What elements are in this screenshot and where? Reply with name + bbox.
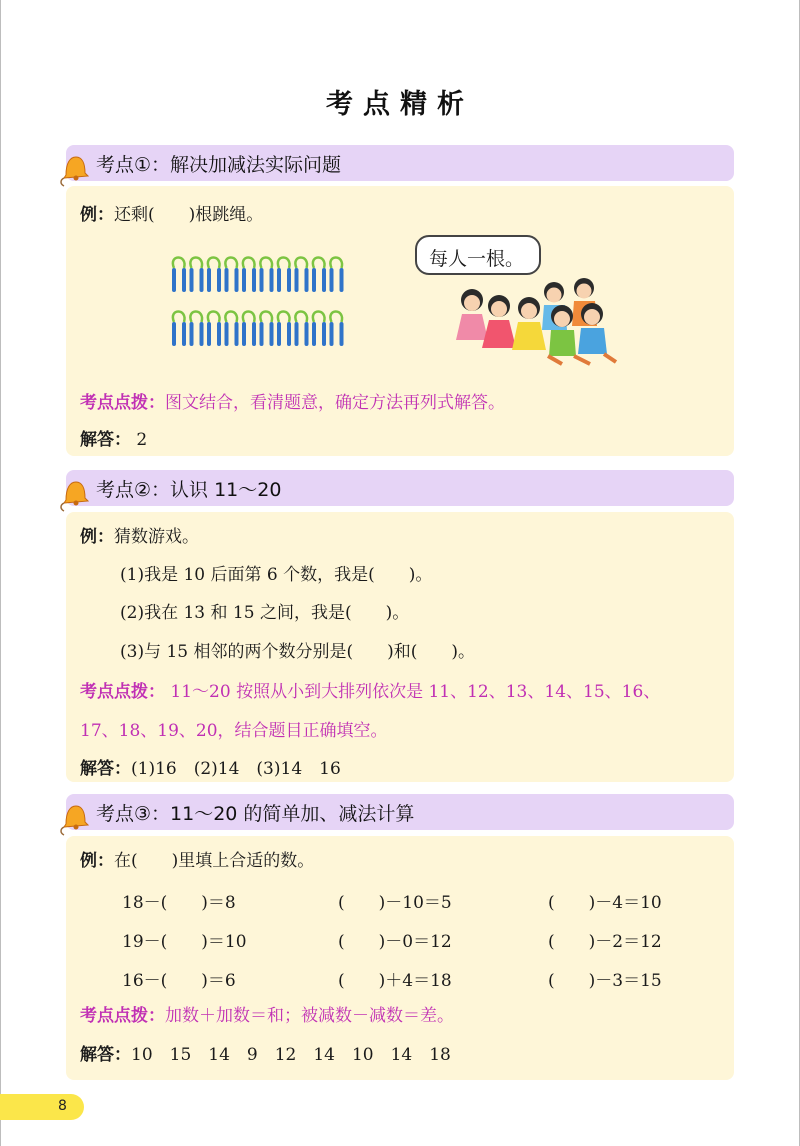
jump-rope-icon xyxy=(260,312,274,347)
example-text: 在( )里填上合适的数。 xyxy=(114,851,315,871)
page-number: 8 xyxy=(58,1098,67,1114)
answer-text: (1)16 (2)14 (3)14 16 xyxy=(131,759,341,779)
tip-text-line-1: 11～20 按照从小到大排列依次是 11、12、13、14、15、16、 xyxy=(170,682,661,702)
equation: ( )－4＝10 xyxy=(548,893,662,913)
example-1 xyxy=(80,204,263,226)
section-1-header xyxy=(66,145,734,181)
jump-rope-icon xyxy=(330,258,344,293)
jump-rope-icon xyxy=(312,258,326,293)
jump-rope-icon xyxy=(277,258,291,293)
example-text: 猜数游戏。 xyxy=(114,527,199,547)
jump-rope-icon xyxy=(172,258,186,293)
speech-bubble xyxy=(415,235,541,275)
children-group-illustration xyxy=(444,278,624,368)
tip-text: 图文结合，看清题意，确定方法再列式解答。 xyxy=(165,393,505,413)
jump-rope-icon xyxy=(225,312,239,347)
jump-rope-icon xyxy=(207,258,221,293)
speech-bubble-text: 每人一根。 xyxy=(429,248,525,270)
equation: ( )＋4＝18 xyxy=(338,971,452,991)
example-2 xyxy=(80,526,199,548)
jump-rope-icon xyxy=(207,312,221,347)
answer-text: 2 xyxy=(136,430,148,450)
equation: 18－( )＝8 xyxy=(122,893,236,913)
example-label: 例： xyxy=(80,205,114,225)
jump-rope-icon xyxy=(242,312,256,347)
tip-label: 考点点拨： xyxy=(80,393,165,413)
equation: ( )－2＝12 xyxy=(548,932,662,952)
bell-icon xyxy=(58,151,92,187)
answer-1 xyxy=(80,429,147,451)
equation: ( )－3＝15 xyxy=(548,971,662,991)
bell-icon xyxy=(58,800,92,836)
equation: 19－( )＝10 xyxy=(122,932,247,952)
answer-2 xyxy=(80,758,341,780)
jump-rope-icon xyxy=(330,312,344,347)
section-3-body xyxy=(66,836,734,1080)
answer-label: 解答： xyxy=(80,759,131,779)
tip-text: 加数＋加数＝和；被减数－减数＝差。 xyxy=(165,1006,454,1026)
jump-rope-icon xyxy=(295,312,309,347)
jump-rope-icon xyxy=(295,258,309,293)
answer-text: 10 15 14 9 12 14 10 14 18 xyxy=(131,1045,451,1065)
bell-icon xyxy=(58,476,92,512)
jump-rope-icon xyxy=(242,258,256,293)
answer-3 xyxy=(80,1044,451,1066)
page-title: 考点精析 xyxy=(326,89,474,120)
jump-rope-icon xyxy=(172,312,186,347)
jump-rope-icon xyxy=(190,258,204,293)
section-1-body xyxy=(66,186,734,456)
example-3 xyxy=(80,850,314,872)
tip-label: 考点点拨： xyxy=(80,682,165,702)
equation: ( )－10＝5 xyxy=(338,893,452,913)
example-label: 例： xyxy=(80,851,114,871)
question-item: (2)我在 13 和 15 之间，我是( )。 xyxy=(120,603,410,623)
tip-2 xyxy=(80,681,660,703)
example-label: 例： xyxy=(80,527,114,547)
jump-rope-icon xyxy=(277,312,291,347)
answer-label: 解答： xyxy=(80,1045,131,1065)
section-2-body xyxy=(66,512,734,782)
equation: 16－( )＝6 xyxy=(122,971,236,991)
section-2-title: 考点②：认识 11～20 xyxy=(96,479,282,501)
jump-rope-icon xyxy=(260,258,274,293)
equation: ( )－0＝12 xyxy=(338,932,452,952)
section-2-header xyxy=(66,470,734,506)
section-1-title: 考点①：解决加减法实际问题 xyxy=(96,154,342,176)
tip-label: 考点点拨： xyxy=(80,1006,165,1026)
jump-rope-icon xyxy=(190,312,204,347)
tip-1 xyxy=(80,392,505,414)
tip-text-line-2: 17、18、19、20，结合题目正确填空。 xyxy=(80,721,388,741)
question-item: (1)我是 10 后面第 6 个数，我是( )。 xyxy=(120,565,433,585)
section-3-header xyxy=(66,794,734,830)
answer-label: 解答： xyxy=(80,430,131,450)
page-number-tab xyxy=(0,1094,84,1120)
jump-rope-icon xyxy=(312,312,326,347)
example-text: 还剩( )根跳绳。 xyxy=(114,205,264,225)
jump-ropes-illustration xyxy=(166,248,356,358)
question-item: (3)与 15 相邻的两个数分别是( )和( )。 xyxy=(120,642,476,662)
jump-rope-icon xyxy=(225,258,239,293)
tip-3 xyxy=(80,1005,454,1027)
section-3-title: 考点③：11～20 的简单加、减法计算 xyxy=(96,803,415,825)
